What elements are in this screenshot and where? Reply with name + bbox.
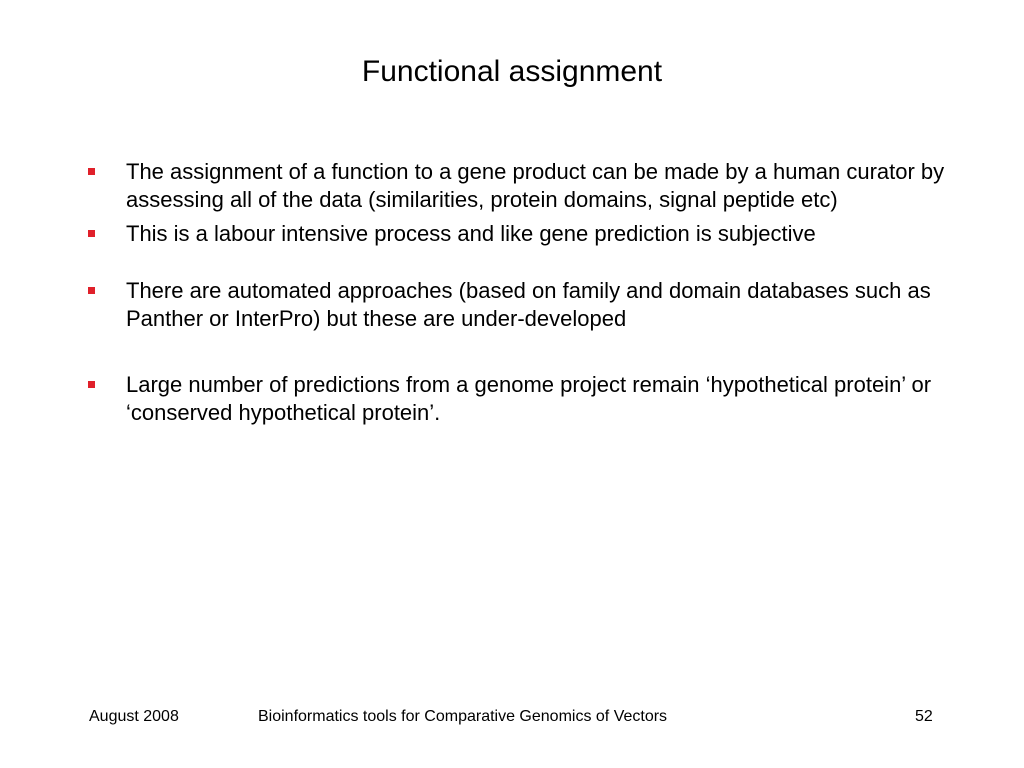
square-bullet-icon: [88, 287, 95, 294]
bullet-list: [88, 158, 948, 427]
slide-title: Functional assignment: [361, 55, 663, 88]
square-bullet-icon: [88, 168, 95, 175]
bullet-item: [88, 158, 948, 214]
square-bullet-icon: [88, 381, 95, 388]
bullet-text: The assignment of a function to a gene product can be made by a human curator by assessing all of the data (similarities, protein domains, signal peptide etc): [126, 159, 945, 212]
bullet-item: [88, 277, 948, 333]
bullet-text: There are automated approaches (based on family and domain databases such as Panther or InterPro) but these are under-developed: [126, 278, 931, 331]
footer-date: August 2008: [89, 708, 179, 725]
page-number: 52: [915, 708, 933, 725]
bullet-text: This is a labour intensive process and like gene prediction is subjective: [126, 221, 816, 246]
bullet-text: Large number of predictions from a genome project remain ‘hypothetical protein’ or ‘conserved hypothetical protein’.: [126, 372, 932, 425]
footer-title: Bioinformatics tools for Comparative Genomics of Vectors: [258, 708, 668, 725]
square-bullet-icon: [88, 230, 95, 237]
bullet-item: [88, 371, 948, 427]
bullet-item: [88, 220, 948, 248]
